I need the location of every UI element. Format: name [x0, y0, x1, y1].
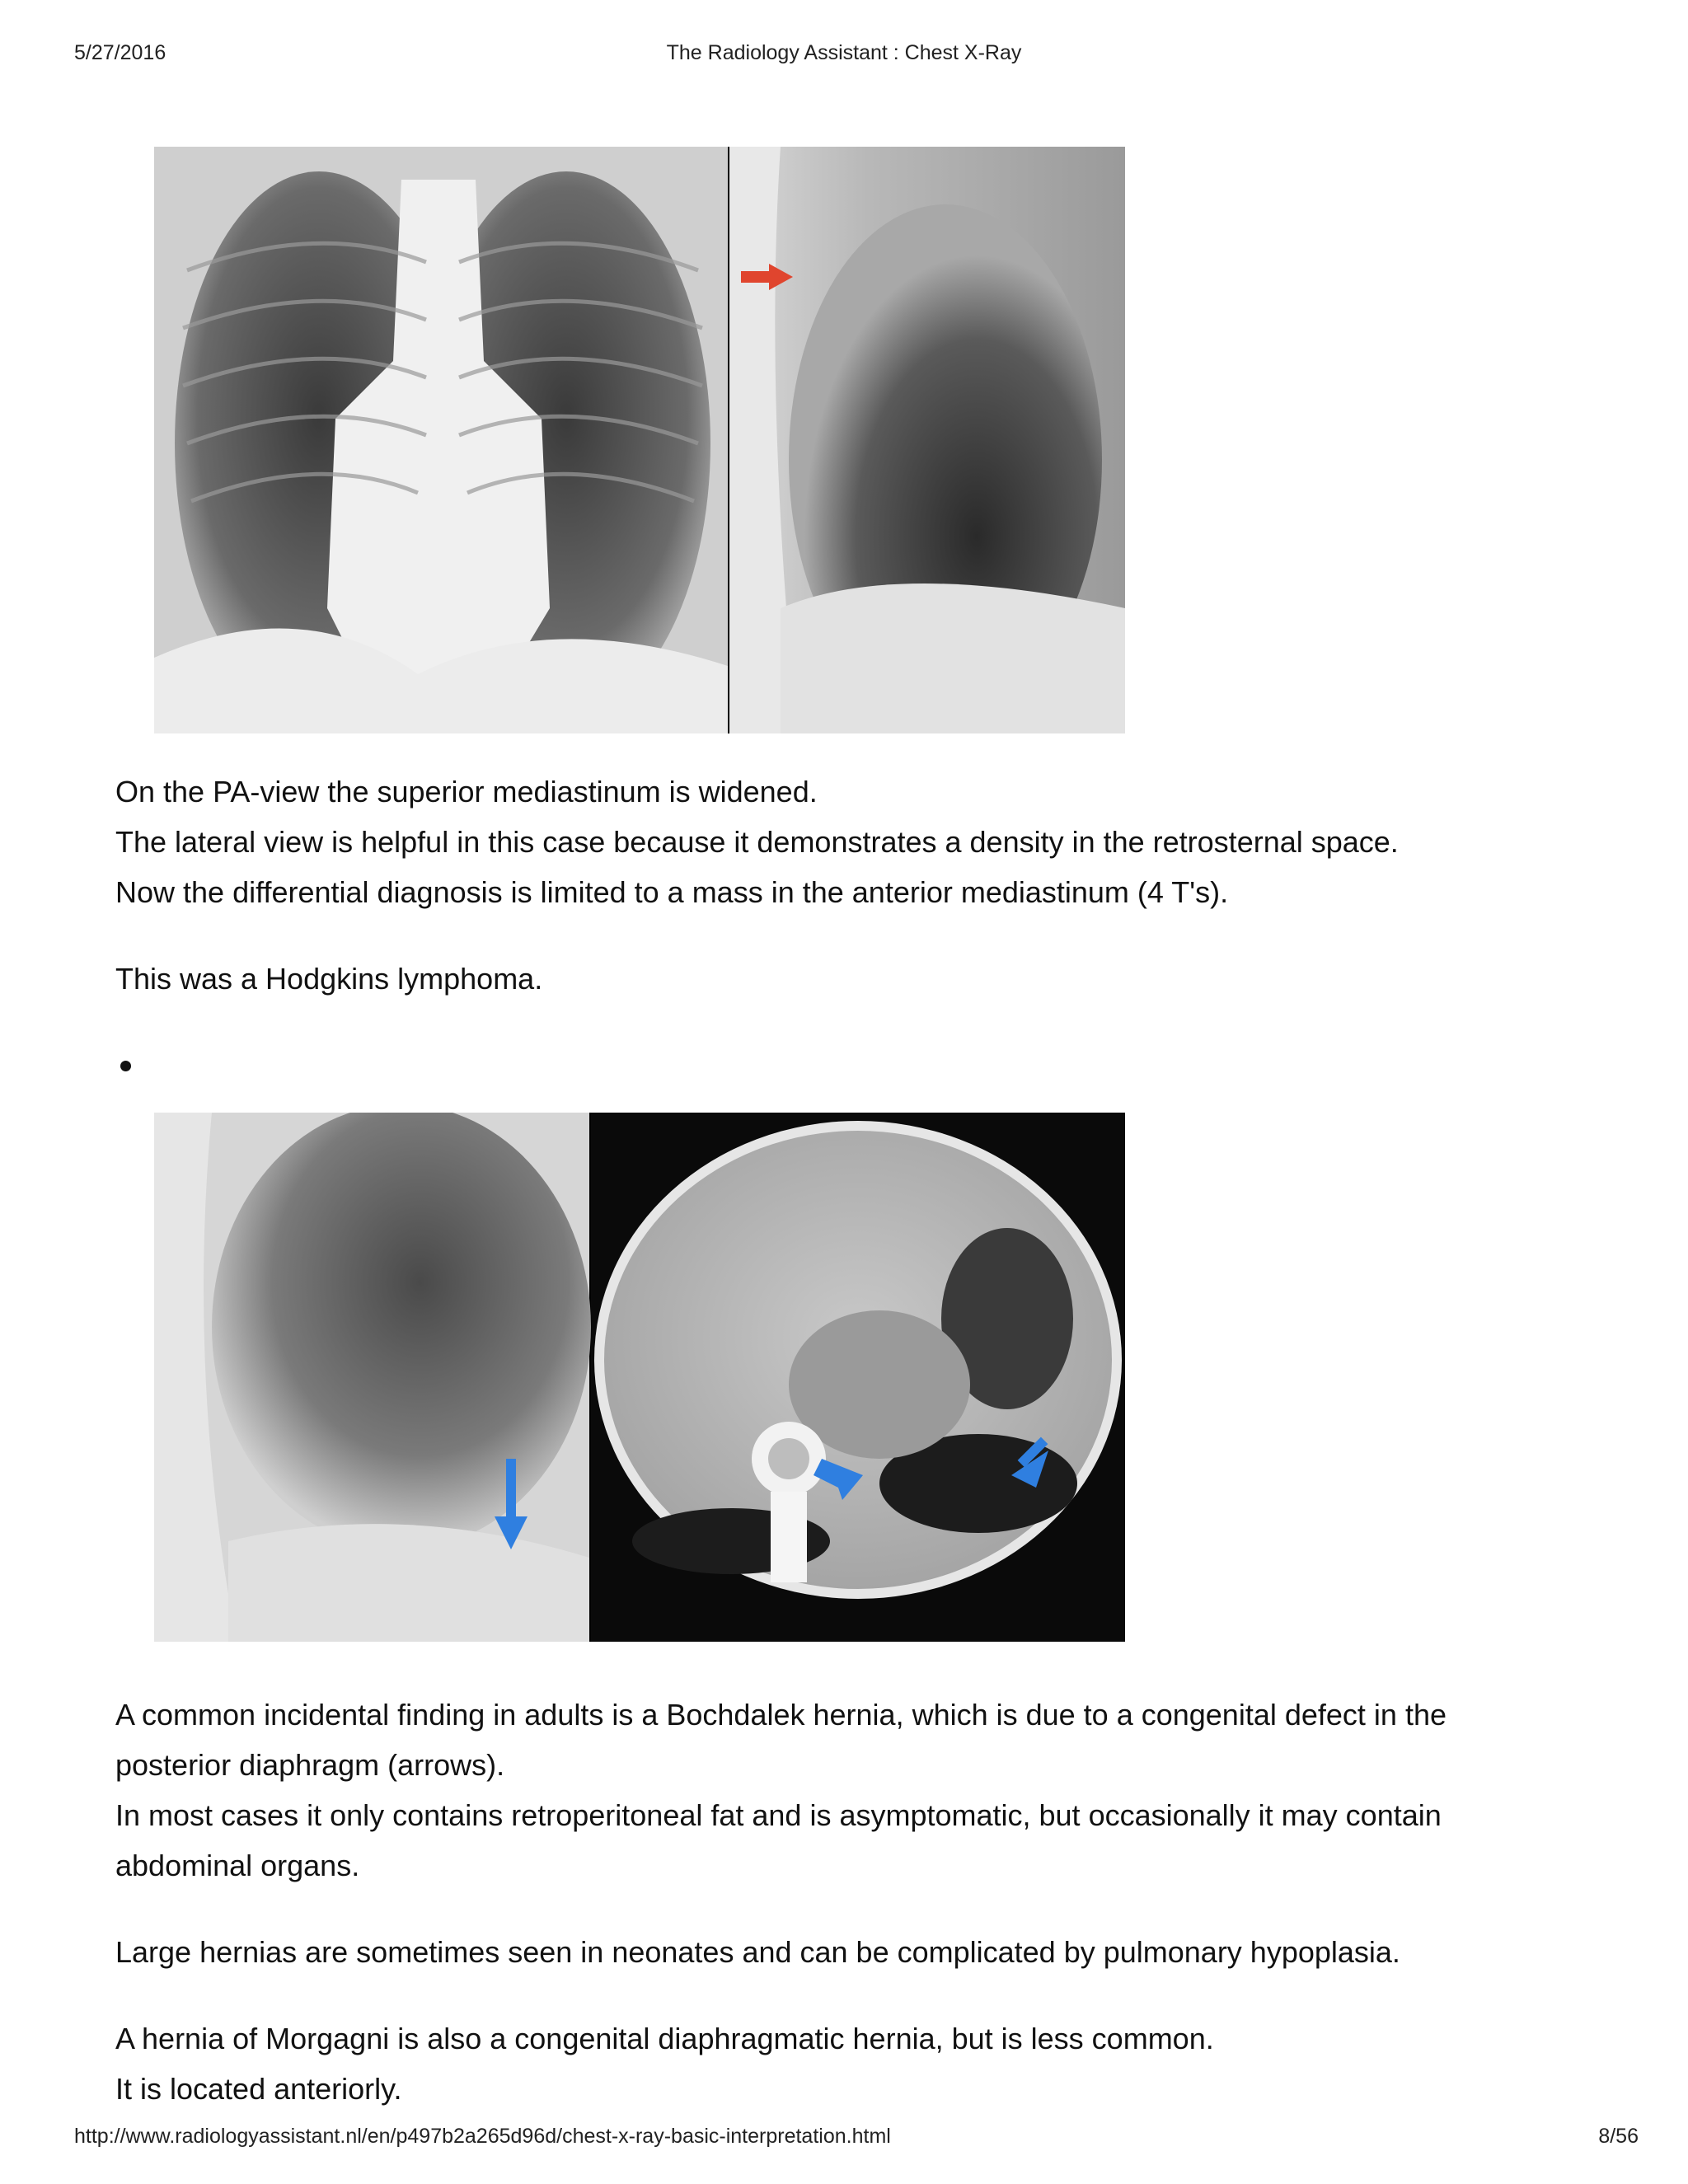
- paragraph-line: Now the differential diagnosis is limited to a mass in the anterior mediastinum (4 T's).: [115, 875, 1229, 909]
- paragraph-line: The lateral view is helpful in this case because it demonstrates a density in the retrosternal space.: [115, 825, 1399, 859]
- paragraph-line: posterior diaphragm (arrows).: [115, 1748, 505, 1782]
- bochdalek-hernia-image: [154, 1113, 1125, 1642]
- chest-xray-figure: [154, 147, 1125, 733]
- header-title: The Radiology Assistant : Chest X-Ray: [666, 41, 1022, 64]
- paragraph-line: On the PA-view the superior mediastinum is widened.: [115, 775, 818, 808]
- paragraph-line: It is located anteriorly.: [115, 2072, 402, 2106]
- header-date: 5/27/2016: [74, 41, 166, 64]
- paragraph-line: abdominal organs.: [115, 1849, 360, 1882]
- bochdalek-hernia-figure: [154, 1113, 1125, 1642]
- list-bullet: [120, 1061, 131, 1071]
- paragraph-neonates: Large hernias are sometimes seen in neonates and can be complicated by pulmonary hypoplasia.: [115, 1935, 1400, 1969]
- footer-page-number: 8/56: [1598, 2125, 1639, 2148]
- footer-url: http://www.radiologyassistant.nl/en/p497b2a265d96d/chest-x-ray-basic-interpretation.html: [74, 2125, 891, 2148]
- chest-xray-image: [154, 147, 1125, 733]
- paragraph-line: In most cases it only contains retroperitoneal fat and is asymptomatic, but occasionally it may contain: [115, 1798, 1442, 1832]
- paragraph-diagnosis: This was a Hodgkins lymphoma.: [115, 962, 543, 996]
- paragraph-line: A hernia of Morgagni is also a congenital diaphragmatic hernia, but is less common.: [115, 2022, 1214, 2055]
- paragraph-line: A common incidental finding in adults is a Bochdalek hernia, which is due to a congenital defect in the: [115, 1698, 1447, 1732]
